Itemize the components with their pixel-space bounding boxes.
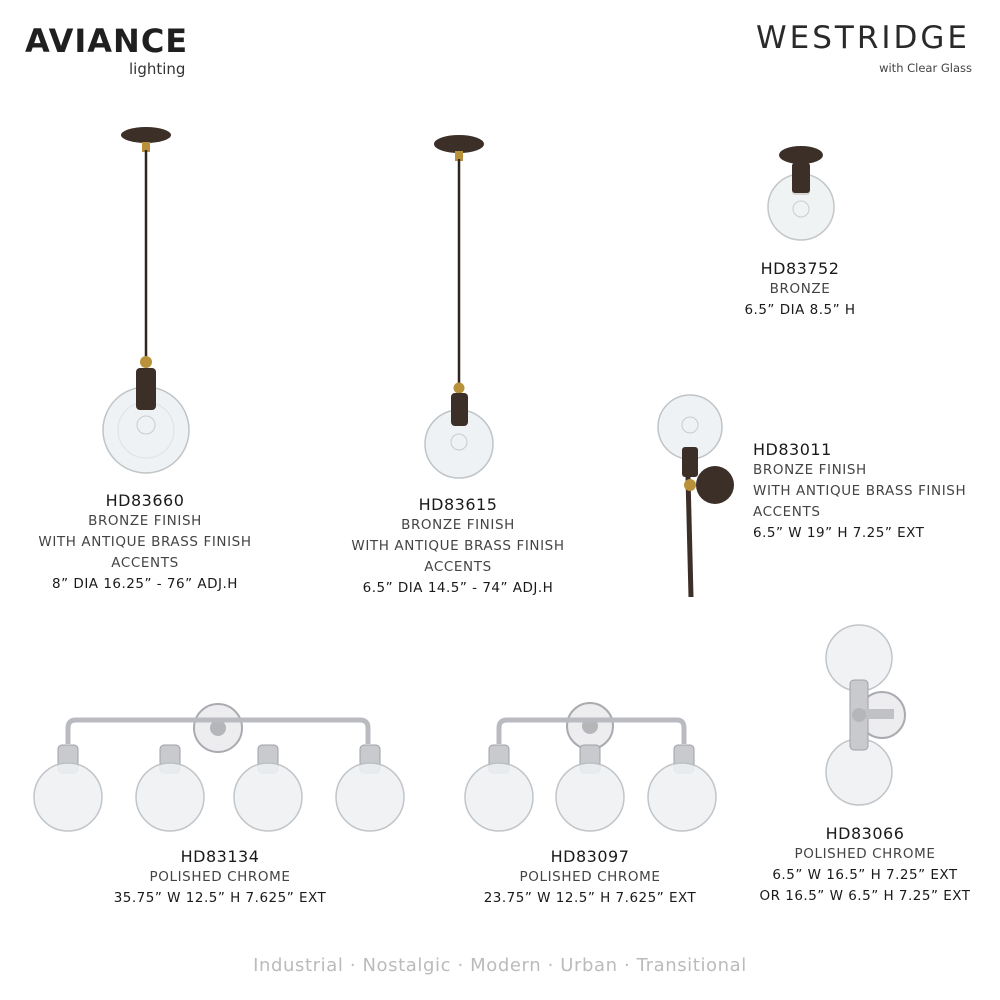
product-finish: POLISHED CHROME xyxy=(794,846,936,862)
product-model: HD83011 xyxy=(753,440,832,459)
collection-title: WESTRIDGE xyxy=(755,20,970,56)
product-model: HD83097 xyxy=(550,847,630,866)
brand-name: AVIANCE xyxy=(25,22,189,60)
product-finish: BRONZE FINISH xyxy=(88,513,202,529)
collection-subtitle: with Clear Glass xyxy=(879,61,972,75)
product-hd83660 xyxy=(20,490,270,595)
product-model: HD83134 xyxy=(180,847,260,866)
semi-flush-image xyxy=(765,145,840,245)
brand-subtitle: lighting xyxy=(129,60,186,78)
product-dimensions: 23.75” W 12.5” H 7.625” EXT xyxy=(483,890,697,906)
product-finish: BRONZE FINISH xyxy=(401,517,515,533)
product-hd83066 xyxy=(745,823,985,907)
vanity-3-light-image xyxy=(462,700,722,835)
vanity-4-light-image xyxy=(30,700,410,835)
product-finish: ACCENTS xyxy=(753,504,821,520)
product-model: HD83660 xyxy=(105,491,185,510)
product-finish: BRONZE FINISH xyxy=(753,462,867,478)
product-hd83011 xyxy=(753,439,993,544)
product-dimensions: 8” DIA 16.25” - 76” ADJ.H xyxy=(52,576,238,592)
product-dimensions-alt: OR 16.5” W 6.5” H 7.25” EXT xyxy=(759,888,971,904)
product-hd83097 xyxy=(465,846,715,909)
product-dimensions: 6.5” DIA 8.5” H xyxy=(744,302,856,318)
brand-logo xyxy=(25,22,195,82)
pendant-small-image xyxy=(418,132,508,482)
product-finish: ACCENTS xyxy=(111,555,179,571)
product-dimensions: 6.5” W 19” H 7.25” EXT xyxy=(753,525,925,541)
product-finish: WITH ANTIQUE BRASS FINISH xyxy=(351,538,565,554)
pendant-large-image xyxy=(95,125,205,480)
product-model: HD83752 xyxy=(760,259,840,278)
product-model: HD83066 xyxy=(825,824,905,843)
product-finish: WITH ANTIQUE BRASS FINISH xyxy=(753,483,967,499)
wall-sconce-image xyxy=(655,395,740,600)
product-finish: ACCENTS xyxy=(424,559,492,575)
product-hd83752 xyxy=(700,258,900,321)
product-hd83615 xyxy=(333,494,583,599)
style-tagline: Industrial · Nostalgic · Modern · Urban · Transitional xyxy=(253,955,747,976)
product-finish: WITH ANTIQUE BRASS FINISH xyxy=(38,534,252,550)
product-finish: BRONZE xyxy=(769,281,831,297)
sconce-2-light-image xyxy=(820,625,910,810)
product-finish: POLISHED CHROME xyxy=(149,869,291,885)
product-model: HD83615 xyxy=(418,495,498,514)
product-finish: POLISHED CHROME xyxy=(519,869,661,885)
product-dimensions: 6.5” W 16.5” H 7.25” EXT xyxy=(772,867,958,883)
product-dimensions: 6.5” DIA 14.5” - 74” ADJ.H xyxy=(362,580,554,596)
product-hd83134 xyxy=(95,846,345,909)
product-dimensions: 35.75” W 12.5” H 7.625” EXT xyxy=(113,890,327,906)
